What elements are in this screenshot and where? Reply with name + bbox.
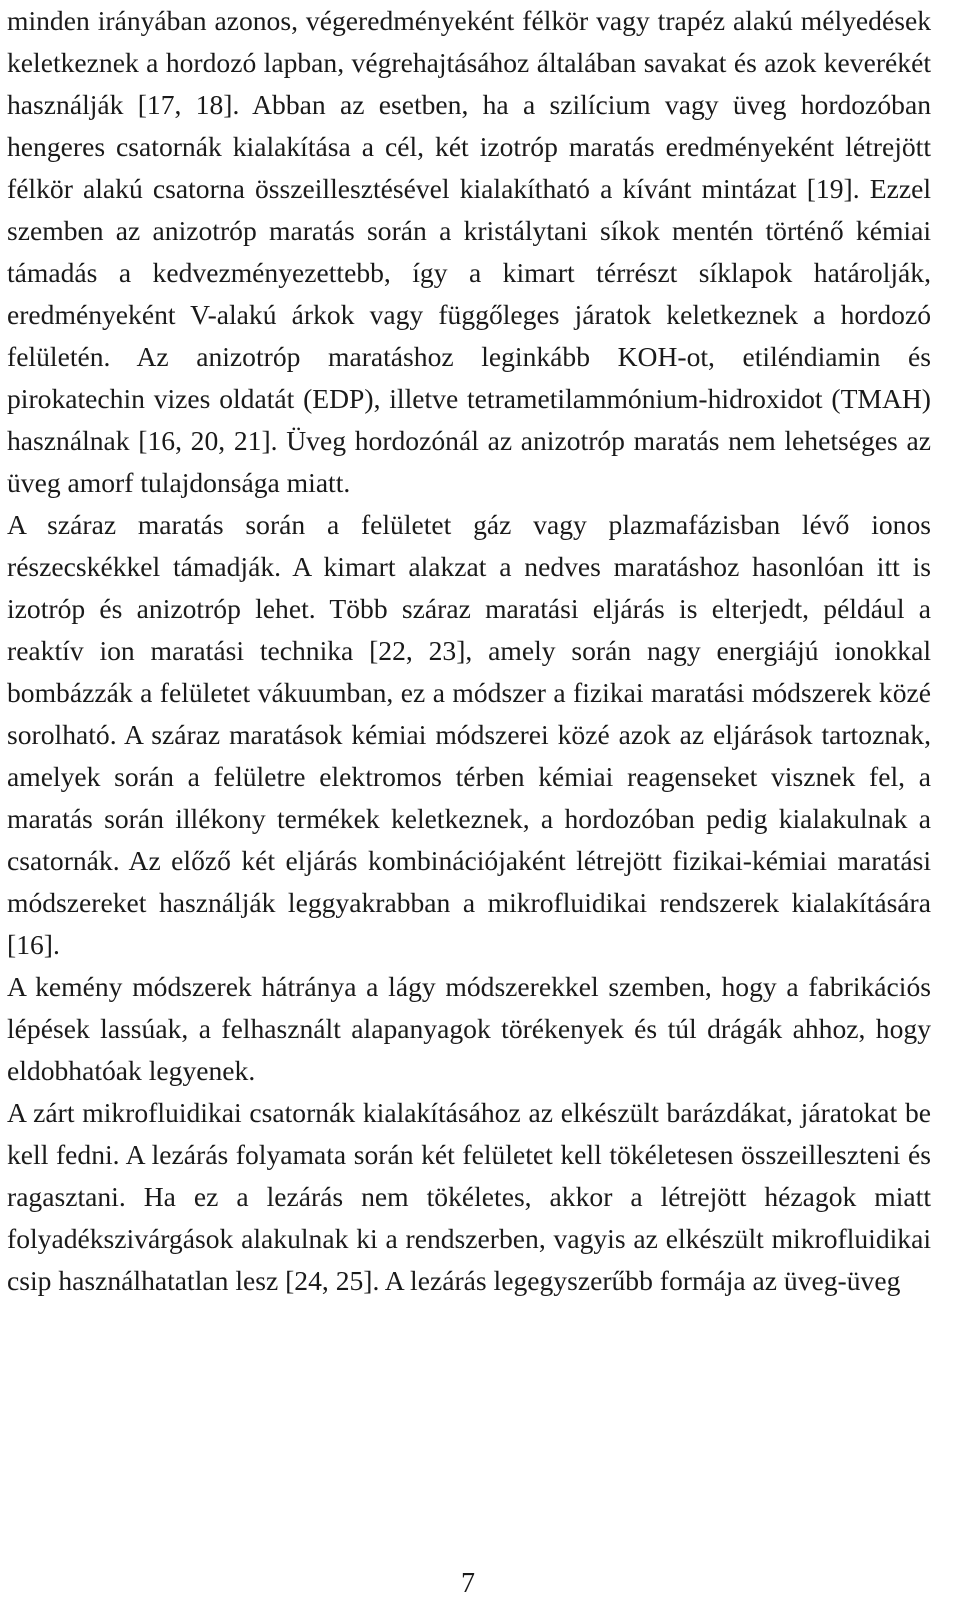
- paragraph-4: A zárt mikrofluidikai csatornák kialakításához az elkészült barázdákat, járatokat be kell fedni. A lezárás folyamata során két felületet kell tökéletesen összeilleszteni és ragasztani. Ha ez a lezárás nem tökéletes, akkor a létrejött hézagok miatt folyadékszivárgások alakulnak ki a rendszerben, vagyis az elkészült mikrofluidikai csip használhatatlan lesz [24, 25]. A lezárás legegyszerűbb formája az üveg-üveg: [7, 1097, 931, 1296]
- paragraph-2: A száraz maratás során a felületet gáz vagy plazmafázisban lévő ionos részecskékkel támadják. A kimart alakzat a nedves maratáshoz hasonlóan itt is izotróp és anizotróp lehet. Több száraz maratási eljárás is elterjedt, például a reaktív ion maratási technika [22, 23], amely során nagy energiájú ionokkal bombázzák a felületet vákuumban, ez a módszer a fizikai maratási módszerek közé sorolható. A száraz maratások kémiai módszerei közé azok az eljárások tartoznak, amelyek során a felületre elektromos térben kémiai reagenseket visznek fel, a maratás során illékony termékek keletkeznek, a hordozóban pedig kialakulnak a csatornák. Az előző két eljárás kombinációjaként létrejött fizikai-kémiai maratási módszereket használják leggyakrabban a mikrofluidikai rendszerek kialakítására [16].: [7, 509, 931, 960]
- body-text: [7, 0, 931, 1302]
- paragraph-3: A kemény módszerek hátránya a lágy módszerekkel szemben, hogy a fabrikációs lépések lassúak, a felhasznált alapanyagok törékenyek és túl drágák ahhoz, hogy eldobhatóak legyenek.: [7, 971, 931, 1086]
- page-number: 7: [461, 1568, 475, 1599]
- paragraph-1: minden irányában azonos, végeredményeként félkör vagy trapéz alakú mélyedések keletkeznek a hordozó lapban, végrehajtásához általában savakat és azok keverékét használják [17, 18]. Abban az esetben, ha a szilícium vagy üveg hordozóban hengeres csatornák kialakítása a cél, két izotróp maratás eredményeként létrejött félkör alakú csatorna összeillesztésével kialakítható a kívánt mintázat [19]. Ezzel szemben az anizotróp maratás során a kristálytani síkok mentén történő kémiai támadás a kedvezményezettebb, így a kimart térrészt síklapok határolják, eredményeként V-alakú árkok vagy függőleges járatok keletkeznek a hordozó felületén. Az anizotróp maratáshoz leginkább KOH-ot, etiléndiamin és pirokatechin vizes oldatát (EDP), illetve tetrametilammónium-hidroxidot (TMAH) használnak [16, 20, 21]. Üveg hordozónál az anizotróp maratás nem lehetséges az üveg amorf tulajdonsága miatt.: [7, 5, 931, 498]
